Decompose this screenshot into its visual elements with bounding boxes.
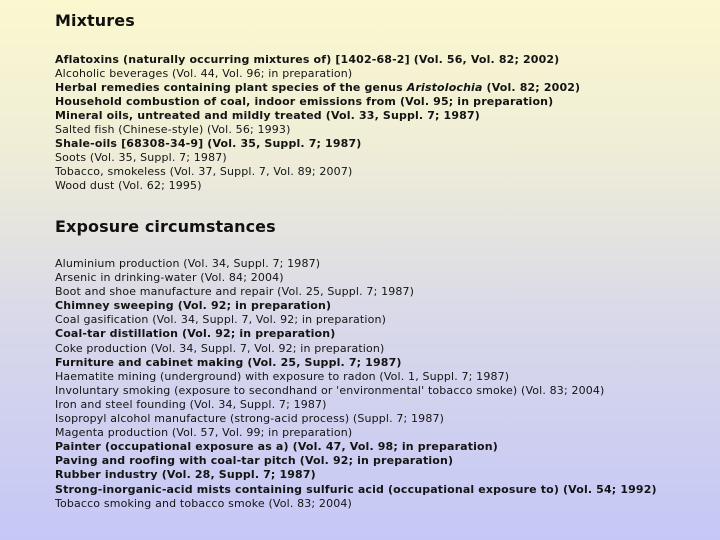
exposure-list-item: Tobacco smoking and tobacco smoke (Vol. 83; 2004) (55, 496, 352, 510)
exposure-list-item: Coal-tar distillation (Vol. 92; in preparation) (55, 327, 336, 341)
exposure-list-item: Coal gasification (Vol. 34, Suppl. 7, Vol. 92; in preparation) (55, 313, 387, 327)
exposure-list-item: Coke production (Vol. 34, Suppl. 7, Vol. 92; in preparation) (55, 341, 385, 355)
list-item-italic-text: Aristolochia (406, 81, 483, 94)
mixtures-list-item (55, 81, 580, 95)
exposure-list-item: Arsenic in drinking-water (Vol. 84; 2004) (55, 271, 284, 285)
exposure-heading: Exposure circumstances (55, 217, 276, 236)
exposure-list-item: Haematite mining (underground) with exposure to radon (Vol. 1, Suppl. 7; 1987) (55, 369, 510, 383)
exposure-list-item: Isopropyl alcohol manufacture (strong-acid process) (Suppl. 7; 1987) (55, 412, 445, 426)
exposure-list-item: Paving and roofing with coal-tar pitch (Vol. 92; in preparation) (55, 454, 454, 468)
mixtures-list-item: Household combustion of coal, indoor emissions from (Vol. 95; in preparation) (55, 95, 554, 108)
mixtures-list-item: Salted fish (Chinese-style) (Vol. 56; 1993) (55, 123, 291, 136)
exposure-list (55, 257, 657, 511)
mixtures-list-item: Shale-oils [68308-34-9] (Vol. 35, Suppl. 7; 1987) (55, 137, 362, 150)
mixtures-list-item: Alcoholic beverages (Vol. 44, Vol. 96; in preparation) (55, 67, 353, 80)
mixtures-list-item: Soots (Vol. 35, Suppl. 7; 1987) (55, 151, 227, 164)
exposure-list-item: Strong-inorganic-acid mists containing sulfuric acid (occupational exposure to) (Vol. 54; 1992) (55, 482, 657, 496)
exposure-list-item: Involuntary smoking (exposure to secondhand or 'environmental' tobacco smoke) (Vol. 83; 2004) (55, 383, 605, 397)
exposure-list-item: Magenta production (Vol. 57, Vol. 99; in preparation) (55, 426, 353, 440)
mixtures-list (55, 53, 580, 193)
mixtures-list-item: Wood dust (Vol. 62; 1995) (55, 179, 202, 192)
list-item-text: (Vol. 82; 2002) (482, 81, 581, 94)
exposure-list-item: Painter (occupational exposure as a) (Vol. 47, Vol. 98; in preparation) (55, 440, 498, 454)
mixtures-list-item: Tobacco, smokeless (Vol. 37, Suppl. 7, Vol. 89; 2007) (55, 165, 353, 178)
exposure-list-item: Chimney sweeping (Vol. 92; in preparation) (55, 299, 332, 313)
mixtures-heading: Mixtures (55, 11, 135, 30)
exposure-list-item: Rubber industry (Vol. 28, Suppl. 7; 1987) (55, 468, 316, 482)
mixtures-list-item: Mineral oils, untreated and mildly treated (Vol. 33, Suppl. 7; 1987) (55, 109, 480, 122)
exposure-list-item: Furniture and cabinet making (Vol. 25, Suppl. 7; 1987) (55, 355, 402, 369)
list-item-text: Herbal remedies containing plant species of the genus (55, 81, 407, 94)
mixtures-list-item: Aflatoxins (naturally occurring mixtures of) [1402-68-2] (Vol. 56, Vol. 82; 2002) (55, 53, 560, 66)
exposure-list-item: Iron and steel founding (Vol. 34, Suppl. 7; 1987) (55, 397, 327, 411)
exposure-list-item: Boot and shoe manufacture and repair (Vol. 25, Suppl. 7; 1987) (55, 285, 415, 299)
exposure-list-item: Aluminium production (Vol. 34, Suppl. 7; 1987) (55, 257, 321, 270)
